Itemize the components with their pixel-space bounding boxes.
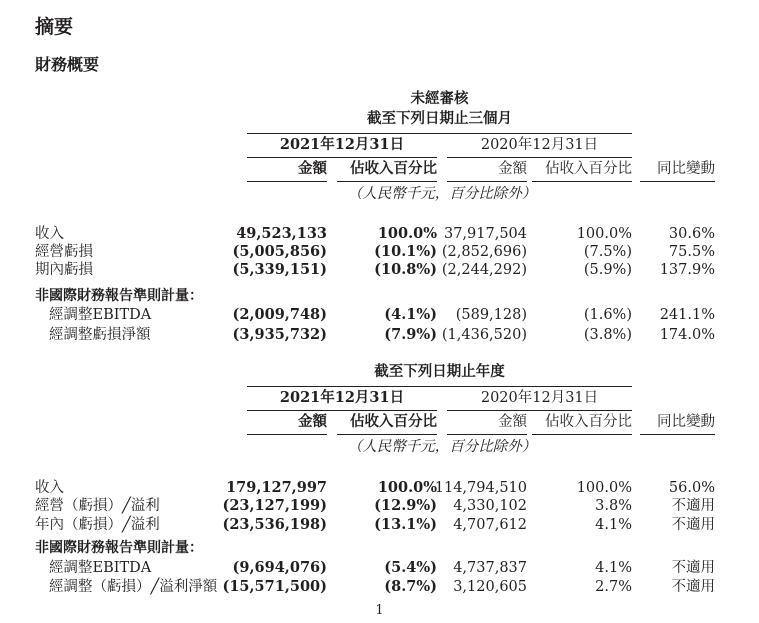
date-2021: 2021年12月31日	[279, 389, 405, 406]
col-rule	[640, 181, 715, 182]
amount-2020: 37,917,504	[443, 226, 527, 242]
pct-2021: 100.0%	[377, 479, 437, 496]
amount-2020: (2,244,292)	[441, 262, 527, 278]
amount-2020: 4,737,837	[453, 560, 527, 576]
col-pct-2021: 佔收入百分比	[350, 160, 437, 177]
amount-2021: (5,339,151)	[232, 261, 327, 278]
pct-2020: 3.8%	[595, 498, 632, 514]
pct-2020: 4.1%	[595, 560, 632, 576]
header-unaudited: 未經審核	[410, 90, 469, 107]
pct-2021: (10.1%)	[374, 243, 437, 260]
pct-2020: (3.8%)	[583, 327, 632, 343]
pct-2020: 100.0%	[576, 480, 632, 496]
col-rule	[640, 434, 715, 435]
header-period: 截至下列日期止年度	[374, 363, 505, 380]
col-rule	[532, 181, 632, 182]
pct-2021: (4.1%)	[384, 306, 437, 323]
amount-2020: 4,330,102	[453, 498, 527, 514]
yoy: 241.1%	[659, 307, 715, 323]
amount-2021: 179,127,997	[226, 479, 327, 496]
amount-2021: (23,536,198)	[222, 516, 327, 533]
amount-2021: (2,009,748)	[232, 306, 327, 323]
col-rule	[447, 181, 527, 182]
yoy: 不適用	[671, 579, 715, 595]
pct-2021: (10.8%)	[374, 261, 437, 278]
yoy: 不適用	[671, 498, 715, 514]
pct-2020: 2.7%	[595, 579, 632, 595]
pct-2021: (12.9%)	[374, 497, 437, 514]
yoy: 56.0%	[668, 480, 715, 496]
col-yoy: 同比變動	[657, 414, 715, 430]
col-amount-2021: 金額	[298, 160, 327, 177]
row-label: 年內（虧損）╱溢利	[35, 517, 160, 533]
yoy: 75.5%	[668, 244, 715, 260]
pct-2021: (8.7%)	[384, 578, 437, 595]
amount-2021: 49,523,133	[236, 225, 327, 242]
col-rule	[447, 434, 527, 435]
date-2020: 2020年12月31日	[480, 137, 599, 153]
yoy: 174.0%	[659, 327, 715, 343]
amount-2021: (15,571,500)	[222, 578, 327, 595]
section-subtitle: 財務概要	[35, 55, 100, 74]
yoy: 不適用	[671, 560, 715, 576]
pct-2020: 4.1%	[595, 517, 632, 533]
row-label: 收入	[35, 226, 64, 242]
col-rule	[337, 181, 437, 182]
col-pct-2021: 佔收入百分比	[350, 413, 437, 430]
col-amount-2020: 金額	[498, 414, 527, 430]
pct-2020: 100.0%	[576, 226, 632, 242]
amount-2021: (23,127,199)	[222, 497, 327, 514]
row-label: 經調整EBITDA	[49, 307, 152, 323]
pct-2021: (7.9%)	[384, 326, 437, 343]
date-2021-rule	[247, 410, 437, 411]
col-pct-2020: 佔收入百分比	[545, 161, 632, 177]
col-amount-2020: 金額	[498, 161, 527, 177]
row-label: 經營虧損	[35, 244, 93, 260]
header-period: 截至下列日期止三個月	[367, 110, 512, 127]
header-rule	[247, 386, 632, 387]
row-label: 經調整EBITDA	[49, 560, 152, 576]
pct-2020: (7.5%)	[583, 244, 632, 260]
amount-2020: (1,436,520)	[441, 327, 527, 343]
amount-2020: (2,852,696)	[441, 244, 527, 260]
amount-2021: (9,694,076)	[232, 559, 327, 576]
date-2021-rule	[247, 157, 437, 158]
amount-2020: 114,794,510	[434, 480, 527, 496]
col-rule	[337, 434, 437, 435]
row-label: 經調整虧損淨額	[49, 327, 151, 343]
date-2020: 2020年12月31日	[480, 390, 599, 406]
page-number: 1	[375, 603, 384, 618]
pct-2020: (5.9%)	[583, 262, 632, 278]
date-2020-rule	[447, 410, 632, 411]
pct-2021: (5.4%)	[384, 559, 437, 576]
yoy: 不適用	[671, 517, 715, 533]
unit-note: （人民幣千元，百分比除外）	[347, 186, 537, 202]
col-yoy: 同比變動	[657, 161, 715, 177]
amount-2021: (5,005,856)	[232, 243, 327, 260]
page-title: 摘要	[35, 16, 74, 38]
row-label: 期內虧損	[35, 262, 93, 278]
pct-2021: 100.0%	[377, 225, 437, 242]
unit-note: （人民幣千元，百分比除外）	[347, 439, 537, 455]
date-2020-rule	[447, 157, 632, 158]
nongaap-label: 非國際財務報告準則計量：	[35, 540, 203, 556]
amount-2021: (3,935,732)	[232, 326, 327, 343]
col-rule	[247, 434, 327, 435]
col-rule	[247, 181, 327, 182]
row-label: 經調整（虧損）╱溢利淨額	[49, 579, 218, 595]
amount-2020: 3,120,605	[453, 579, 527, 595]
col-amount-2021: 金額	[298, 413, 327, 430]
row-label: 經營（虧損）╱溢利	[35, 498, 160, 514]
pct-2020: (1.6%)	[583, 307, 632, 323]
col-pct-2020: 佔收入百分比	[545, 414, 632, 430]
row-label: 收入	[35, 480, 64, 496]
amount-2020: (589,128)	[455, 307, 527, 323]
yoy: 137.9%	[659, 262, 715, 278]
pct-2021: (13.1%)	[374, 516, 437, 533]
col-rule	[532, 434, 632, 435]
amount-2020: 4,707,612	[453, 517, 527, 533]
date-2021: 2021年12月31日	[279, 136, 405, 153]
nongaap-label: 非國際財務報告準則計量：	[35, 288, 203, 304]
header-rule	[247, 133, 632, 134]
yoy: 30.6%	[668, 226, 715, 242]
